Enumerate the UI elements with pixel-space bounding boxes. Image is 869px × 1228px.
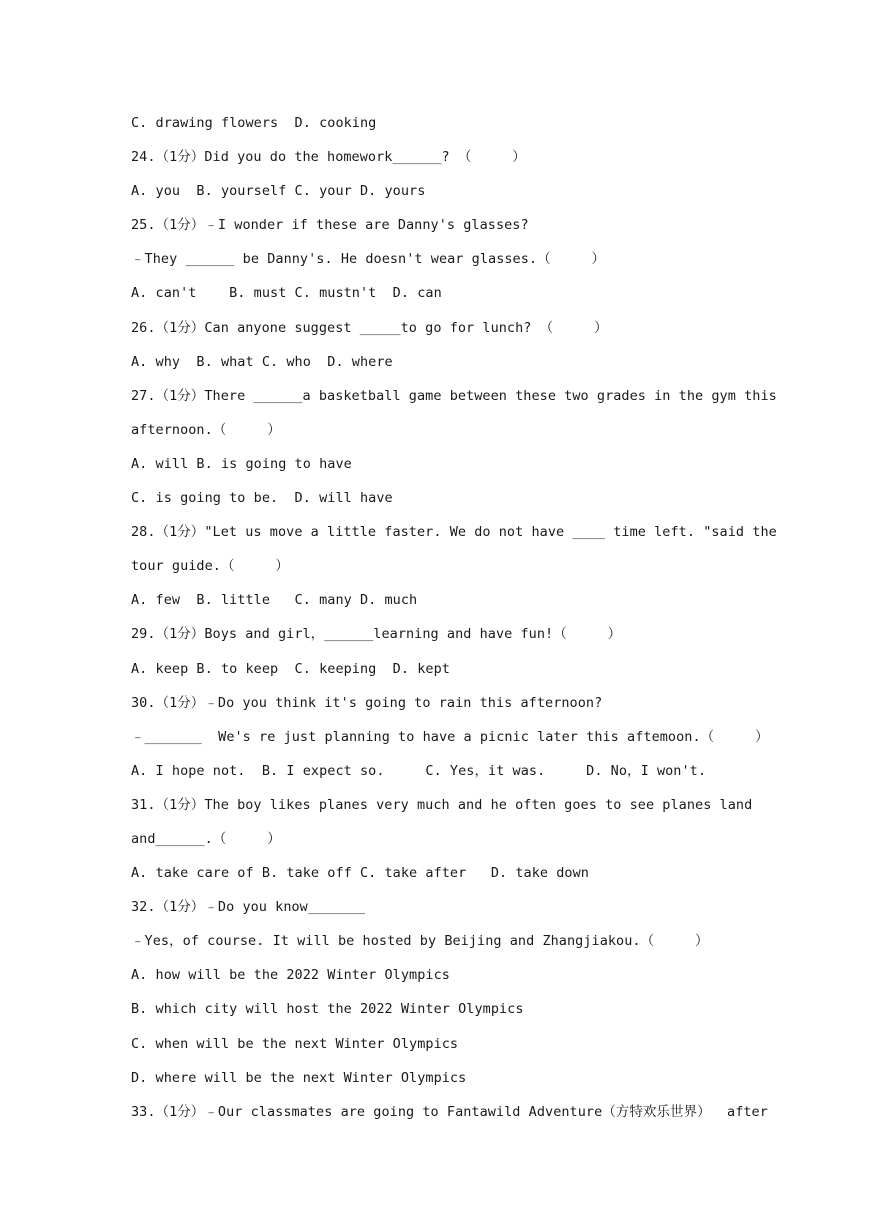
question-32-option-a: A. how will be the 2022 Winter Olympics bbox=[131, 967, 450, 984]
question-27-options-a-b: A. will B. is going to have bbox=[131, 455, 352, 472]
question-31-stem-cont: and______.（ ） bbox=[131, 830, 281, 847]
question-27-stem: 27.（1分）There ______a basketball game between these two grades in the gym this bbox=[131, 387, 777, 404]
question-32-reply: ﹣Yes，of course. It will be hosted by Beijing and Zhangjiakou.（ ） bbox=[131, 933, 709, 950]
question-29-stem: 29.（1分）Boys and girl，______learning and have fun!（ ） bbox=[131, 626, 622, 643]
question-32-option-d: D. where will be the next Winter Olympics bbox=[131, 1069, 467, 1086]
question-28-stem-cont: tour guide.（ ） bbox=[131, 558, 289, 575]
question-26-stem: 26.（1分）Can anyone suggest _____to go for lunch? （ ） bbox=[131, 319, 608, 336]
question-32-stem: 32.（1分）﹣Do you know_______ bbox=[131, 899, 366, 916]
question-24-options: A. you B. yourself C. your D. yours bbox=[131, 183, 426, 200]
question-24-stem: 24.（1分）Did you do the homework______? （ ） bbox=[131, 149, 526, 166]
question-26-options: A. why B. what C. who D. where bbox=[131, 353, 393, 370]
question-27-stem-cont: afternoon.（ ） bbox=[131, 421, 281, 438]
question-27-options-c-d: C. is going to be. D. will have bbox=[131, 490, 393, 507]
question-25-reply: ﹣They ______ be Danny's. He doesn't wear glasses.（ ） bbox=[131, 251, 606, 268]
document-page bbox=[131, 106, 777, 1129]
question-33-stem: 33.（1分）﹣Our classmates are going to Fantawild Adventure（方特欢乐世界） after bbox=[131, 1103, 768, 1120]
question-30-stem: 30.（1分）﹣Do you think it's going to rain this afternoon? bbox=[131, 694, 603, 711]
question-32-option-c: C. when will be the next Winter Olympics bbox=[131, 1035, 459, 1052]
question-31-stem: 31.（1分）The boy likes planes very much and he often goes to see planes land bbox=[131, 796, 753, 813]
question-25-stem: 25.（1分）﹣I wonder if these are Danny's glasses? bbox=[131, 217, 529, 234]
question-30-options: A. I hope not. B. I expect so. C. Yes，it was. D. No，I won't. bbox=[131, 762, 707, 779]
question-28-options: A. few B. little C. many D. much bbox=[131, 592, 418, 609]
question-28-stem: 28.（1分）"Let us move a little faster. We do not have ____ time left. "said the bbox=[131, 524, 777, 541]
question-30-reply: ﹣_______ We's re just planning to have a picnic later this aftemoon.（ ） bbox=[131, 728, 769, 745]
question-25-options: A. can't B. must C. mustn't D. can bbox=[131, 285, 442, 302]
text-line-1: C. drawing flowers D. cooking bbox=[131, 115, 377, 131]
question-31-options: A. take care of B. take off C. take after D. take down bbox=[131, 865, 589, 882]
question-29-options: A. keep B. to keep C. keeping D. kept bbox=[131, 660, 450, 677]
question-32-option-b: B. which city will host the 2022 Winter Olympics bbox=[131, 1001, 524, 1018]
